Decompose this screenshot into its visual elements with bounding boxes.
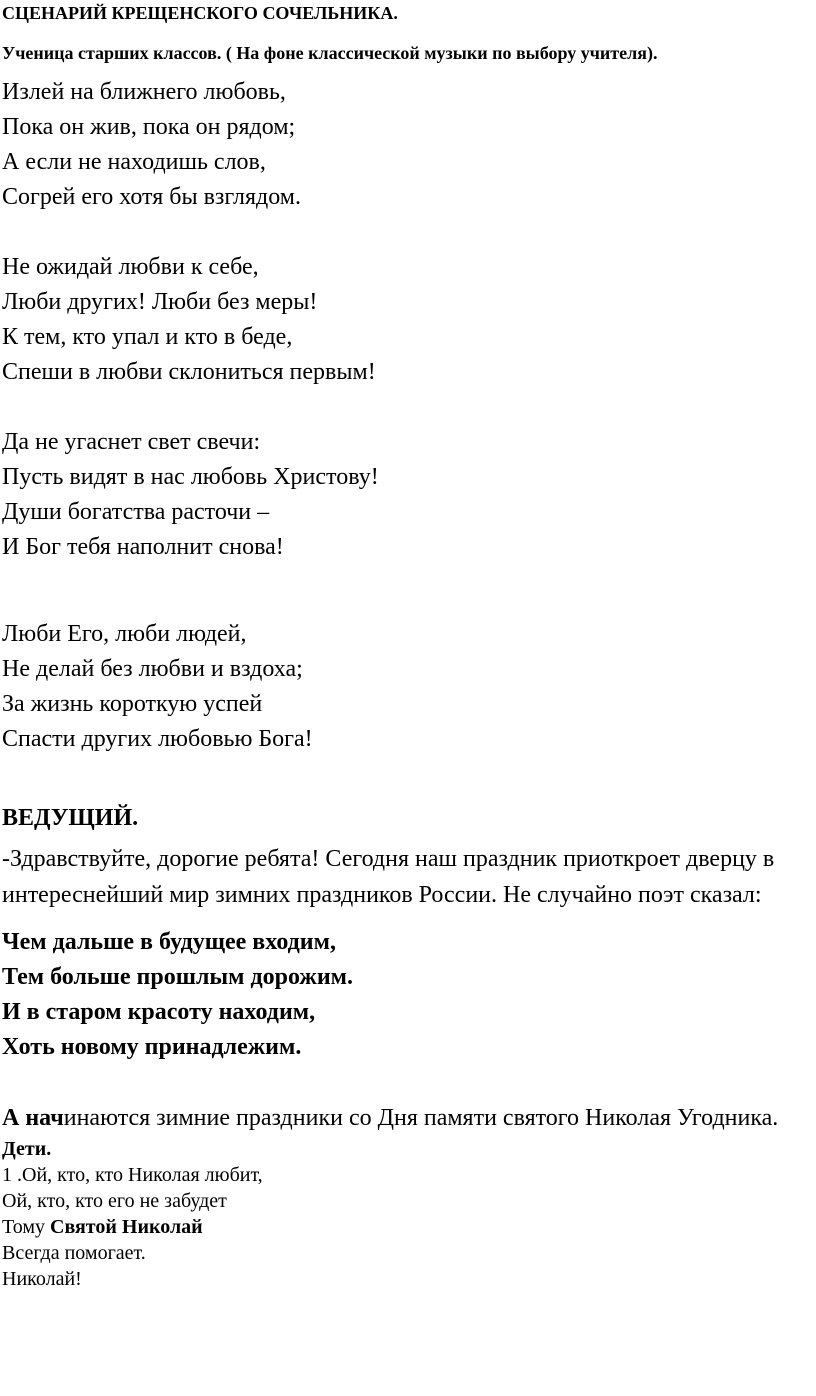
song-line [2, 1214, 814, 1240]
song-line: Ой, кто, кто его не забудет [2, 1190, 227, 1212]
poem-line: Излей на ближнего любовь, [2, 79, 286, 105]
song-line: 1 .Ой, кто, кто Николая любит, [2, 1164, 263, 1186]
poem-line: За жизнь короткую успей [2, 691, 263, 717]
poem-line: Согрей его хотя бы взглядом. [2, 184, 301, 210]
host-speech: -Здравствуйте, дорогие ребята! Сегодня наш праздник приоткроет дверцу в интереснейший мир зимних праздников России. Не случайно поэт сказал: [2, 846, 775, 908]
poem-stanza-1 [2, 75, 814, 215]
song-line: Николай! [2, 1268, 82, 1290]
poem-line: Люби Его, люби людей, [2, 621, 247, 647]
poem-line: Души богатства расточи – [2, 499, 270, 525]
poem-line: Спасти других любовью Бога! [2, 726, 313, 752]
poem-line: Люби других! Люби без меры! [2, 289, 318, 315]
document-page [2, 0, 814, 1292]
intro-text: инаются зимние праздники со Дня памяти святого Николая Угодника. [63, 1105, 779, 1131]
quote-line: Хоть новому принадлежим. [2, 1034, 302, 1060]
poem-stanza-3 [2, 425, 814, 565]
poem-stanza-2 [2, 250, 814, 390]
intro-paragraph [2, 1101, 814, 1136]
poem-line: И Бог тебя наполнит снова! [2, 534, 284, 560]
song-line-bold: Святой Николай [50, 1216, 203, 1238]
quote-line: И в старом красоту находим, [2, 999, 316, 1025]
document-subtitle: Ученица старших классов. ( На фоне классической музыки по выбору учителя). [2, 43, 658, 63]
poem-line: А если не находишь слов, [2, 149, 266, 175]
song-line: Всегда помогает. [2, 1242, 146, 1264]
poem-line: Не делай без любви и вздоха; [2, 656, 303, 682]
poem-line: Спеши в любви склониться первым! [2, 359, 376, 385]
poet-quote [2, 925, 814, 1065]
poem-line: Да не угаснет свет свечи: [2, 429, 261, 455]
document-title: СЦЕНАРИЙ КРЕЩЕНСКОГО СОЧЕЛЬНИКА. [2, 3, 398, 23]
poem-line: Не ожидай любви к себе, [2, 254, 259, 280]
quote-line: Чем дальше в будущее входим, [2, 929, 336, 955]
host-heading: ВЕДУЩИЙ. [2, 805, 139, 831]
intro-bold-text: А нач [2, 1105, 64, 1131]
quote-line: Тем больше прошлым дорожим. [2, 964, 353, 990]
poem-line: К тем, кто упал и кто в беде, [2, 324, 293, 350]
poem-stanza-4 [2, 617, 814, 757]
song-line-prefix: Тому [2, 1216, 50, 1238]
poem-line: Пусть видят в нас любовь Христову! [2, 464, 379, 490]
poem-line: Пока он жив, пока он рядом; [2, 114, 296, 140]
children-song [2, 1136, 814, 1292]
children-label: Дети. [2, 1138, 52, 1160]
